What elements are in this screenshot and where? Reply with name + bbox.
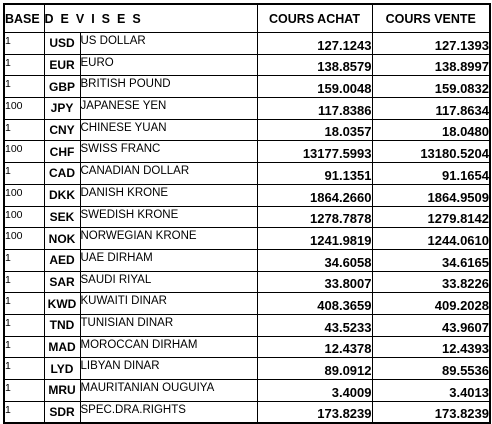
sell-rate: 159.0832	[372, 76, 490, 98]
currency-code: CHF	[44, 141, 80, 163]
currency-code: MAD	[44, 336, 80, 358]
currency-name: MAURITANIAN OUGUIYA	[80, 380, 257, 402]
table-row	[4, 271, 490, 293]
currency-name: CANADIAN DOLLAR	[80, 163, 257, 185]
table-row	[4, 163, 490, 185]
buy-rate: 13177.5993	[257, 141, 372, 163]
buy-rate: 117.8386	[257, 98, 372, 120]
sell-rate: 12.4393	[372, 336, 490, 358]
sell-rate: 33.8226	[372, 271, 490, 293]
sell-rate: 13180.5204	[372, 141, 490, 163]
currency-code: SEK	[44, 206, 80, 228]
currency-name: SPEC.DRA.RIGHTS	[80, 401, 257, 423]
sell-rate: 1864.9509	[372, 184, 490, 206]
currency-code: GBP	[44, 76, 80, 98]
currency-code: CNY	[44, 119, 80, 141]
base-cell: 1	[4, 293, 44, 315]
base-cell: 1	[4, 33, 44, 55]
buy-rate: 1241.9819	[257, 228, 372, 250]
buy-rate: 138.8579	[257, 54, 372, 76]
table-body	[4, 33, 490, 424]
buy-rate: 1864.2660	[257, 184, 372, 206]
buy-rate: 89.0912	[257, 358, 372, 380]
currency-code: DKK	[44, 184, 80, 206]
currency-code: KWD	[44, 293, 80, 315]
table-row	[4, 228, 490, 250]
base-cell: 1	[4, 163, 44, 185]
sell-rate: 34.6165	[372, 249, 490, 271]
currency-code: MRU	[44, 380, 80, 402]
base-cell: 1	[4, 380, 44, 402]
currency-name: MOROCCAN DIRHAM	[80, 336, 257, 358]
base-cell: 100	[4, 98, 44, 120]
sell-rate: 117.8634	[372, 98, 490, 120]
sell-rate: 18.0480	[372, 119, 490, 141]
buy-rate: 159.0048	[257, 76, 372, 98]
buy-rate: 91.1351	[257, 163, 372, 185]
base-cell: 1	[4, 119, 44, 141]
currency-code: JPY	[44, 98, 80, 120]
table-row	[4, 98, 490, 120]
sell-rate: 89.5536	[372, 358, 490, 380]
table-row	[4, 184, 490, 206]
header-row	[4, 4, 490, 33]
currency-name: CHINESE YUAN	[80, 119, 257, 141]
table-row	[4, 206, 490, 228]
buy-rate: 127.1243	[257, 33, 372, 55]
sell-rate: 43.9607	[372, 314, 490, 336]
currency-code: NOK	[44, 228, 80, 250]
sell-rate: 3.4013	[372, 380, 490, 402]
currency-name: LIBYAN DINAR	[80, 358, 257, 380]
currency-name: SWISS FRANC	[80, 141, 257, 163]
exchange-rates-table	[3, 3, 491, 424]
currency-code: EUR	[44, 54, 80, 76]
currency-name: SAUDI RIYAL	[80, 271, 257, 293]
sell-rate: 173.8239	[372, 401, 490, 423]
base-cell: 1	[4, 249, 44, 271]
table-row	[4, 33, 490, 55]
currency-name: KUWAITI DINAR	[80, 293, 257, 315]
buy-rate: 3.4009	[257, 380, 372, 402]
currency-code: TND	[44, 314, 80, 336]
table-row	[4, 119, 490, 141]
base-cell: 1	[4, 314, 44, 336]
buy-rate: 12.4378	[257, 336, 372, 358]
currency-code: CAD	[44, 163, 80, 185]
table-row	[4, 380, 490, 402]
header-sell-rate: COURS VENTE	[372, 4, 490, 33]
base-cell: 1	[4, 336, 44, 358]
sell-rate: 1244.0610	[372, 228, 490, 250]
currency-code: LYD	[44, 358, 80, 380]
currency-name: DANISH KRONE	[80, 184, 257, 206]
currency-code: AED	[44, 249, 80, 271]
buy-rate: 43.5233	[257, 314, 372, 336]
table-row	[4, 54, 490, 76]
currency-name: BRITISH POUND	[80, 76, 257, 98]
currency-name: EURO	[80, 54, 257, 76]
currency-code: SDR	[44, 401, 80, 423]
buy-rate: 18.0357	[257, 119, 372, 141]
currency-code: USD	[44, 33, 80, 55]
base-cell: 1	[4, 401, 44, 423]
base-cell: 100	[4, 184, 44, 206]
currency-name: UAE DIRHAM	[80, 249, 257, 271]
table-row	[4, 76, 490, 98]
buy-rate: 34.6058	[257, 249, 372, 271]
buy-rate: 173.8239	[257, 401, 372, 423]
base-cell: 1	[4, 76, 44, 98]
currency-name: SWEDISH KRONE	[80, 206, 257, 228]
sell-rate: 1279.8142	[372, 206, 490, 228]
buy-rate: 33.8007	[257, 271, 372, 293]
buy-rate: 1278.7878	[257, 206, 372, 228]
base-cell: 100	[4, 206, 44, 228]
table-row	[4, 314, 490, 336]
base-cell: 1	[4, 271, 44, 293]
buy-rate: 408.3659	[257, 293, 372, 315]
table-row	[4, 141, 490, 163]
base-cell: 1	[4, 54, 44, 76]
header-base: BASE	[4, 4, 44, 33]
currency-name: NORWEGIAN KRONE	[80, 228, 257, 250]
currency-name: TUNISIAN DINAR	[80, 314, 257, 336]
base-cell: 1	[4, 358, 44, 380]
currency-name: US DOLLAR	[80, 33, 257, 55]
currency-code: SAR	[44, 271, 80, 293]
header-buy-rate: COURS ACHAT	[257, 4, 372, 33]
sell-rate: 138.8997	[372, 54, 490, 76]
table-row	[4, 249, 490, 271]
table-header	[4, 4, 490, 33]
currency-name: JAPANESE YEN	[80, 98, 257, 120]
table-row	[4, 293, 490, 315]
table-row	[4, 358, 490, 380]
sell-rate: 91.1654	[372, 163, 490, 185]
header-devises: DEVISES	[44, 4, 257, 33]
table-row	[4, 336, 490, 358]
base-cell: 100	[4, 141, 44, 163]
sell-rate: 409.2028	[372, 293, 490, 315]
table-row	[4, 401, 490, 423]
sell-rate: 127.1393	[372, 33, 490, 55]
base-cell: 100	[4, 228, 44, 250]
